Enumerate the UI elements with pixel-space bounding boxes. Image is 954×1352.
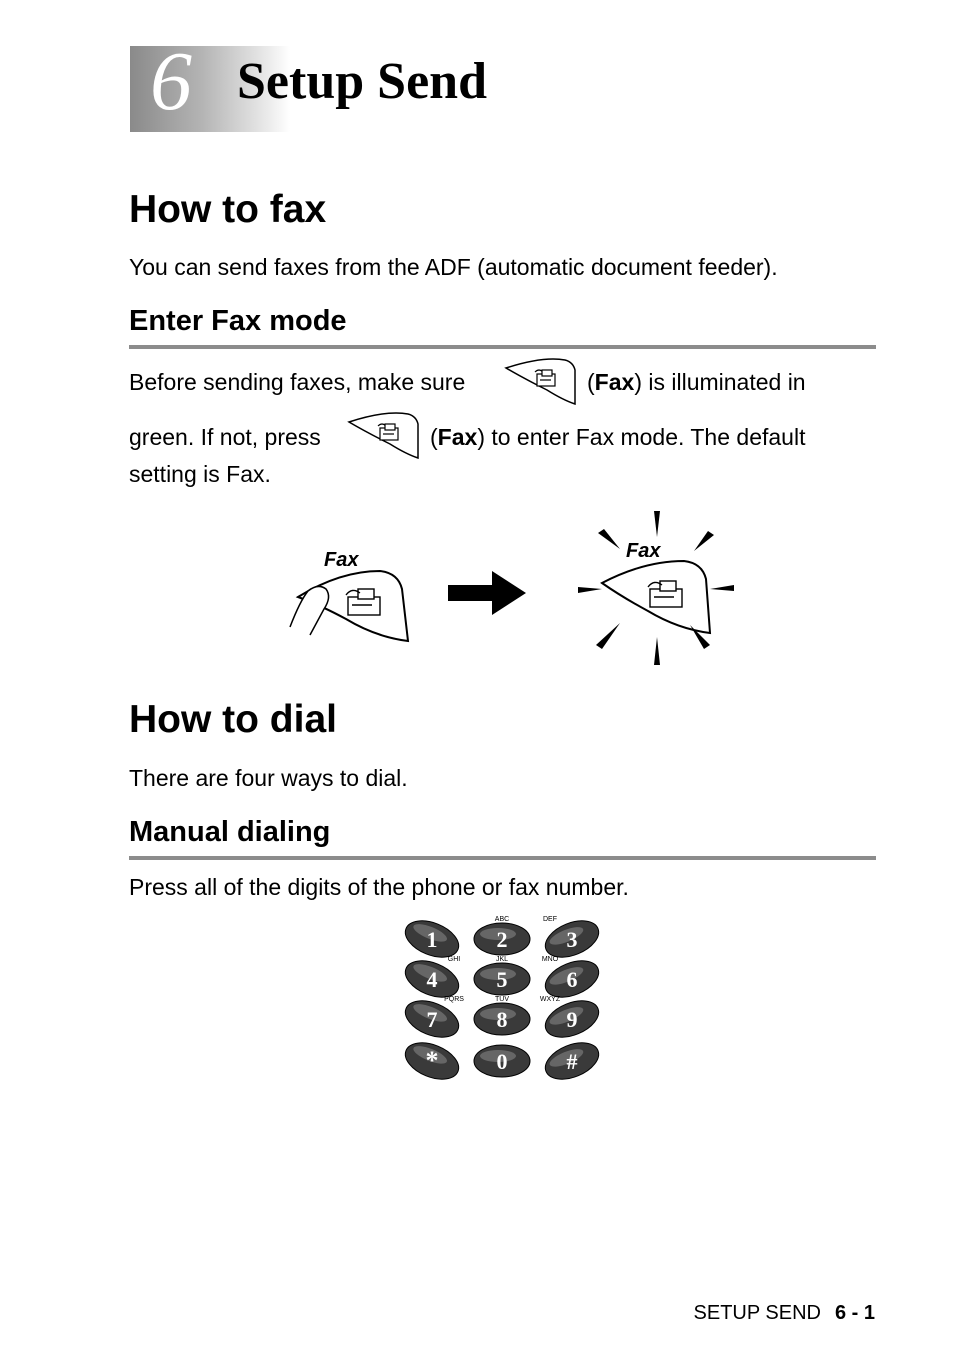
keypad-letters: WXYZ xyxy=(539,996,561,1003)
keypad-key-0[interactable] xyxy=(474,1045,530,1077)
section-intro: There are four ways to dial. xyxy=(129,765,408,791)
keypad-letters: GHI xyxy=(447,956,461,963)
body-text: (Fax) to enter Fax mode. The default xyxy=(430,424,806,450)
fax-label-left: Fax xyxy=(324,549,359,571)
keypad-key-7[interactable] xyxy=(400,994,464,1045)
subsection-title-fax-mode: Enter Fax mode xyxy=(129,305,347,337)
keypad-digit: 7 xyxy=(426,1007,438,1032)
body-text: Before sending faxes, make sure xyxy=(129,369,466,395)
keypad-digit: 4 xyxy=(426,967,438,992)
body-text: green. If not, press xyxy=(129,424,321,450)
keypad-key-8[interactable] xyxy=(474,996,530,1035)
fax-button-illustration xyxy=(280,505,750,675)
keypad-key-star[interactable] xyxy=(400,1036,464,1085)
keypad-letters: ABC xyxy=(494,916,510,923)
subsection-title-manual-dialing: Manual dialing xyxy=(129,816,331,848)
page-footer xyxy=(694,1302,875,1325)
section-title-how-to-dial: How to dial xyxy=(129,698,337,741)
fax-label-right: Fax xyxy=(626,540,661,562)
body-text: setting is Fax. xyxy=(129,461,271,487)
chapter-title: Setup Send xyxy=(237,53,487,110)
keypad-digit: 6 xyxy=(566,967,578,992)
keypad-letters: MNO xyxy=(541,956,559,963)
dial-keypad xyxy=(400,915,610,1085)
keypad-digit: 1 xyxy=(426,927,438,952)
keypad-letters: TUV xyxy=(495,996,509,1003)
finger-icon xyxy=(290,586,329,635)
divider xyxy=(129,856,876,860)
keypad-key-2[interactable] xyxy=(474,916,530,955)
keypad-digit: 9 xyxy=(566,1007,578,1032)
body-text: Press all of the digits of the phone or fax number. xyxy=(129,874,629,900)
keypad-digit: 8 xyxy=(496,1007,508,1032)
keypad-digit: 0 xyxy=(496,1049,508,1074)
keypad-letters: JKL xyxy=(495,956,509,963)
keypad-key-9[interactable] xyxy=(540,994,604,1045)
fax-button-icon xyxy=(503,358,579,406)
keypad-letters: DEF xyxy=(543,916,557,923)
keypad-key-hash[interactable] xyxy=(540,1036,604,1085)
chapter-number: 6 xyxy=(150,35,192,128)
keypad-letters: PQRS xyxy=(444,996,464,1003)
keypad-digit: 2 xyxy=(496,927,508,952)
keypad-digit: * xyxy=(425,1046,439,1075)
page-number: 6 - 1 xyxy=(834,1302,875,1324)
arrow-right-icon xyxy=(448,571,526,615)
footer-section: SETUP SEND xyxy=(693,1302,821,1324)
fax-button-icon xyxy=(346,412,422,460)
keypad-digit: 5 xyxy=(496,967,508,992)
keypad-digit: # xyxy=(566,1049,578,1074)
keypad-key-5[interactable] xyxy=(474,956,530,995)
section-intro: You can send faxes from the ADF (automatic document feeder). xyxy=(129,254,778,280)
keypad-digit: 3 xyxy=(566,927,578,952)
divider xyxy=(129,345,876,349)
body-text: (Fax) is illuminated in xyxy=(587,369,806,395)
section-title-how-to-fax: How to fax xyxy=(129,188,327,231)
